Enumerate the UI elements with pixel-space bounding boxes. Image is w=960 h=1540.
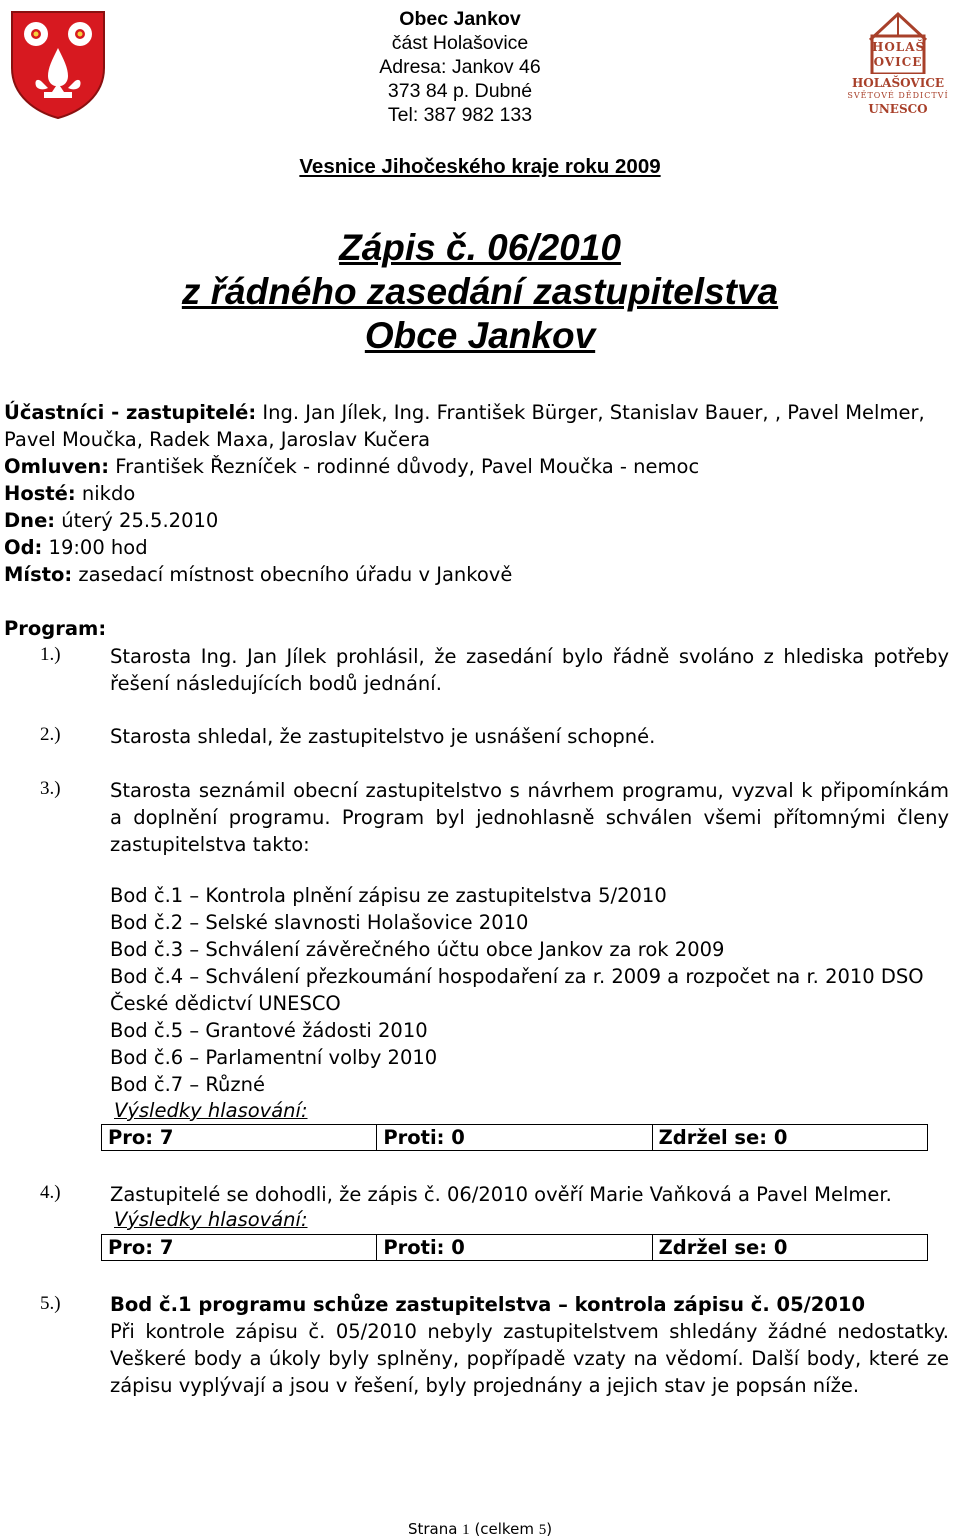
footer-page-total: 5 bbox=[538, 1522, 547, 1538]
excused-label: Omluven: bbox=[4, 455, 110, 478]
coat-of-arms-logo bbox=[8, 8, 108, 120]
item-text-2: Starosta shledal, že zastupitelstvo je usnášení schopné. bbox=[110, 725, 656, 748]
bod-line-4: Bod č.4 – Schválení přezkoumání hospodaření za r. 2009 a rozpočet na r. 2010 DSO bbox=[110, 965, 924, 988]
vote-pro: Pro: 7 bbox=[102, 1125, 377, 1151]
from-label: Od: bbox=[4, 536, 43, 559]
item-number-1: 1.) bbox=[40, 644, 61, 665]
attendees-row-2: Pavel Moučka, Radek Maxa, Jaroslav Kučera bbox=[4, 428, 431, 451]
org-part: část Holašovice bbox=[391, 32, 529, 54]
place-row bbox=[4, 563, 512, 586]
vote-results-label-1: Výsledky hlasování: bbox=[114, 1099, 308, 1122]
place-value: zasedací místnost obecního úřadu v Jankově bbox=[72, 563, 513, 586]
excused-row bbox=[4, 455, 699, 478]
vote-zdrzel: Zdržel se: 0 bbox=[652, 1235, 927, 1261]
bod-line-1: Bod č.1 – Kontrola plnění zápisu ze zastupitelstva 5/2010 bbox=[110, 884, 667, 907]
vote-proti: Proti: 0 bbox=[377, 1125, 652, 1151]
item-number-3: 3.) bbox=[40, 778, 61, 799]
title-line-1: Zápis č. 06/2010 bbox=[339, 227, 621, 268]
item-text-5: Při kontrole zápisu č. 05/2010 nebyly zastupitelstvem shledány žádné nedostatky. Veškeré body a úkoly byly splněny, popřípadě vzaty na vědomí. Další body, které ze zápisu vyplývají a jsou v řešení, byly projednány a jejich stav je popsán níže. bbox=[110, 1320, 949, 1397]
org-phone: Tel: 387 982 133 bbox=[387, 104, 533, 126]
org-name: Obec Jankov bbox=[399, 8, 521, 30]
footer-middle: (celkem bbox=[469, 1520, 539, 1538]
vote-proti: Proti: 0 bbox=[377, 1235, 652, 1261]
bod-line-2: Bod č.2 – Selské slavnosti Holašovice 2010 bbox=[110, 911, 529, 934]
item-number-5: 5.) bbox=[40, 1293, 61, 1314]
guests-row bbox=[4, 482, 135, 505]
bod-line-3: Bod č.3 – Schválení závěrečného účtu obce Jankov za rok 2009 bbox=[110, 938, 725, 961]
page-footer bbox=[0, 1520, 960, 1539]
from-value: 19:00 hod bbox=[42, 536, 148, 559]
day-label: Dne: bbox=[4, 509, 56, 532]
attendees-value: Ing. Jan Jílek, Ing. František Bürger, Stanislav Bauer, , Pavel Melmer, bbox=[256, 401, 925, 424]
item-heading-5: Bod č.1 programu schůze zastupitelstva – kontrola zápisu č. 05/2010 bbox=[110, 1293, 866, 1316]
excused-value: František Řezníček - rodinné důvody, Pavel Moučka - nemoc bbox=[109, 455, 700, 478]
guests-value: nikdo bbox=[75, 482, 136, 505]
day-value: úterý 25.5.2010 bbox=[55, 509, 219, 532]
logo-caption-1: HOLAŠOVICE bbox=[851, 76, 945, 90]
org-postal: 373 84 p. Dubné bbox=[387, 80, 533, 102]
vote-table-2 bbox=[101, 1234, 928, 1261]
bod-line-7: Bod č.7 – Různé bbox=[110, 1073, 265, 1096]
holasovice-unesco-logo bbox=[838, 10, 958, 118]
item-text-4: Zastupitelé se dohodli, že zápis č. 06/2010 ověří Marie Vaňková a Pavel Melmer. bbox=[110, 1183, 892, 1206]
vote-table-1 bbox=[101, 1124, 928, 1151]
vote-pro: Pro: 7 bbox=[102, 1235, 377, 1261]
footer-prefix: Strana bbox=[407, 1520, 463, 1538]
title-line-3: Obce Jankov bbox=[364, 315, 596, 356]
slogan: Vesnice Jihočeského kraje roku 2009 bbox=[299, 155, 661, 178]
bod-line-4-cont: České dědictví UNESCO bbox=[110, 992, 341, 1015]
bod-line-6: Bod č.6 – Parlamentní volby 2010 bbox=[110, 1046, 438, 1069]
footer-suffix: ) bbox=[546, 1520, 553, 1538]
item-text-3: Starosta seznámil obecní zastupitelstvo s návrhem programu, vyzval k připomínkám a doplnění programu. Program byl jednohlasně schválen všemi přítomnými členy zastupitelstva takto: bbox=[110, 779, 949, 856]
attendees-row bbox=[4, 401, 925, 424]
table-row bbox=[102, 1235, 928, 1261]
vote-zdrzel: Zdržel se: 0 bbox=[652, 1125, 927, 1151]
title-line-2: z řádného zasedání zastupitelstva bbox=[181, 271, 779, 312]
day-row bbox=[4, 509, 218, 532]
from-row bbox=[4, 536, 148, 559]
logo-caption-3: UNESCO bbox=[868, 102, 928, 116]
vote-results-label-2: Výsledky hlasování: bbox=[114, 1208, 308, 1231]
attendees-label: Účastníci - zastupitelé: bbox=[4, 401, 257, 424]
table-row bbox=[102, 1125, 928, 1151]
program-label: Program: bbox=[4, 617, 107, 640]
item-text-1: Starosta Ing. Jan Jílek prohlásil, že zasedání bylo řádně svoláno z hlediska potřeby řešení následujících bodů jednání. bbox=[110, 645, 949, 695]
logo-caption-2: SVĚTOVÉ DĚDICTVÍ bbox=[847, 91, 949, 100]
bod-line-5: Bod č.5 – Grantové žádosti 2010 bbox=[110, 1019, 428, 1042]
footer-page-number: 1 bbox=[462, 1522, 470, 1538]
logo-text-mid: OVICE bbox=[873, 55, 923, 69]
item-number-4: 4.) bbox=[40, 1182, 61, 1203]
guests-label: Hosté: bbox=[4, 482, 76, 505]
item-number-2: 2.) bbox=[40, 724, 61, 745]
place-label: Místo: bbox=[4, 563, 73, 586]
org-address: Adresa: Jankov 46 bbox=[379, 56, 541, 78]
logo-text-top: HOLAŠ bbox=[872, 40, 926, 54]
